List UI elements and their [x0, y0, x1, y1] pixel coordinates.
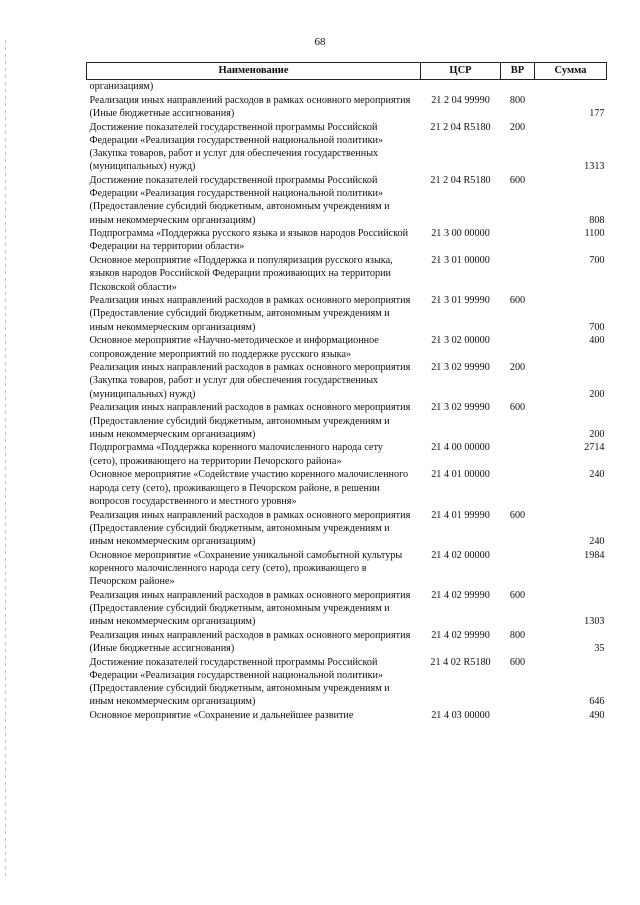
- row-name: Достижение показателей государственной программы Российской Федерации «Реализация государственной национальной политики» (Закупка товаров, работ и услуг для обеспечения государственных (муниципальных) нужд): [89, 121, 384, 173]
- table-row: [87, 549, 607, 589]
- row-csr: 21 4 02 99990: [431, 589, 490, 601]
- table-row: [87, 94, 607, 121]
- row-csr: 21 3 00 00000: [431, 228, 490, 240]
- row-vr: [501, 468, 535, 508]
- row-vr: 600: [509, 174, 526, 186]
- row-csr: 21 3 02 99990: [431, 362, 490, 374]
- row-name: Основное мероприятие «Поддержка и популяризация русского языка, языков народов Российской Федерации проживающих на территории Псковской области»: [89, 255, 393, 293]
- row-vr: [501, 441, 535, 468]
- row-csr: 21 2 04 R5180: [430, 174, 491, 186]
- row-sum: 400: [589, 335, 605, 347]
- row-csr: 21 4 00 00000: [431, 442, 490, 454]
- table-row: [87, 334, 607, 361]
- row-vr: 800: [509, 94, 526, 106]
- row-sum: 700: [589, 255, 605, 267]
- table-header-row: [87, 63, 607, 80]
- row-sum: 490: [589, 710, 605, 722]
- row-name: Реализация иных направлений расходов в рамках основного мероприятия (Иные бюджетные ассигнования): [89, 94, 411, 119]
- row-csr: 21 2 04 R5180: [430, 121, 491, 133]
- page-edge-rule: [5, 40, 6, 880]
- table-row: [87, 629, 607, 656]
- row-csr: 21 4 01 99990: [431, 509, 490, 521]
- row-csr: 21 2 04 99990: [431, 94, 490, 106]
- row-sum: 35: [594, 643, 605, 655]
- table-row: [87, 709, 607, 723]
- row-vr: 600: [509, 656, 526, 668]
- row-name: Достижение показателей государственной программы Российской Федерации «Реализация государственной национальной политики» (Предоставление субсидий бюджетным, автономным учреждениям и иным некоммерческим организациям): [89, 174, 390, 226]
- row-sum: 177: [589, 107, 605, 119]
- table-row: [87, 294, 607, 334]
- table-row: [87, 254, 607, 294]
- row-vr: 600: [509, 402, 526, 414]
- table-row: [87, 468, 607, 508]
- row-vr: 600: [509, 295, 526, 307]
- table-row: [87, 174, 607, 227]
- row-vr: 600: [509, 589, 526, 601]
- budget-table: [86, 62, 607, 723]
- header-name: Наименование: [87, 63, 421, 80]
- row-name: Реализация иных направлений расходов в рамках основного мероприятия (Иные бюджетные ассигнования): [89, 629, 411, 655]
- row-csr: 21 3 01 99990: [431, 295, 490, 307]
- table-row: [87, 656, 607, 709]
- table-row: [87, 80, 607, 94]
- row-vr: 200: [509, 121, 526, 133]
- row-vr: [501, 80, 535, 94]
- row-sum: 200: [589, 388, 605, 400]
- row-sum: 240: [589, 535, 605, 547]
- row-sum: 808: [589, 214, 605, 226]
- header-csr: ЦСР: [421, 63, 501, 80]
- row-csr: 21 4 02 00000: [431, 549, 490, 561]
- table-row: [87, 401, 607, 441]
- row-csr: 21 4 02 99990: [431, 629, 490, 641]
- table-row: [87, 441, 607, 468]
- row-name: Достижение показателей государственной программы Российской Федерации «Реализация государственной национальной политики» (Предоставление субсидий бюджетным, автономным учреждениям и иным некоммерческим организациям): [89, 656, 390, 708]
- row-vr: [501, 549, 535, 589]
- row-name: Реализация иных направлений расходов в рамках основного мероприятия (Предоставление субсидий бюджетным, автономным учреждениям и иным некоммерческим организациям): [89, 509, 411, 547]
- table-row: [87, 589, 607, 629]
- row-sum: 1313: [584, 161, 605, 173]
- row-sum: 240: [589, 469, 605, 481]
- row-name: Основное мероприятие «Научно-методическое и информационное сопровождение мероприятий по поддержке русского языка»: [89, 335, 379, 360]
- row-sum: 1984: [584, 549, 605, 561]
- row-name: Основное мероприятие «Сохранение и дальнейшее развитие: [89, 710, 354, 722]
- header-sum: Сумма: [535, 63, 607, 80]
- row-csr: 21 4 03 00000: [431, 710, 490, 722]
- row-csr: 21 3 01 00000: [431, 255, 490, 267]
- row-name: Подпрограмма «Поддержка коренного малочисленного народа сету (сето), проживающего на территории Печорского района»: [89, 442, 383, 467]
- row-vr: [501, 334, 535, 361]
- row-sum: 1303: [584, 616, 605, 628]
- table-row: [87, 361, 607, 401]
- table-row: [87, 227, 607, 254]
- table-row: [87, 509, 607, 549]
- row-name: Подпрограмма «Поддержка русского языка и языков народов Российской Федерации на территории области»: [89, 228, 409, 253]
- table-body: [87, 80, 607, 723]
- row-vr: [501, 709, 535, 723]
- row-sum: 2714: [584, 442, 605, 454]
- row-csr: 21 3 02 99990: [431, 402, 490, 414]
- row-name: Основное мероприятие «Сохранение уникальной самобытной культуры коренного малочисленного народа сету (сето), проживающего в Печорском районе»: [89, 549, 403, 588]
- table-row: [87, 121, 607, 174]
- row-csr: [421, 80, 501, 94]
- header-vr: ВР: [501, 63, 535, 80]
- row-sum: [535, 80, 607, 94]
- row-sum: 1100: [584, 228, 605, 240]
- row-name: Реализация иных направлений расходов в рамках основного мероприятия (Предоставление субсидий бюджетным, автономным учреждениям и иным некоммерческим организациям): [89, 295, 411, 333]
- row-name: Реализация иных направлений расходов в рамках основного мероприятия (Закупка товаров, работ и услуг для обеспечения государственных (муниципальных) нужд): [89, 362, 411, 400]
- row-vr: 600: [509, 509, 526, 521]
- row-sum: 646: [589, 696, 605, 708]
- row-name: Реализация иных направлений расходов в рамках основного мероприятия (Предоставление субсидий бюджетным, автономным учреждениям и иным некоммерческим организациям): [89, 402, 411, 440]
- row-name: Основное мероприятие «Содействие участию коренного малочисленного народа сету (сето), проживающего в Печорском районе, в решении вопросов государственного и местного уровня»: [89, 469, 409, 507]
- row-vr: 800: [509, 629, 526, 641]
- row-name: Реализация иных направлений расходов в рамках основного мероприятия (Предоставление субсидий бюджетным, автономным учреждениям и иным некоммерческим организациям): [89, 589, 411, 628]
- row-name: организациям): [89, 81, 154, 92]
- row-vr: [501, 227, 535, 254]
- row-csr: 21 4 01 00000: [431, 469, 490, 481]
- row-sum: 200: [589, 428, 605, 440]
- row-sum: 700: [589, 321, 605, 333]
- row-vr: 200: [509, 362, 526, 374]
- page-number: 68: [314, 36, 326, 48]
- row-vr: [501, 254, 535, 294]
- row-csr: 21 3 02 00000: [431, 335, 490, 347]
- row-csr: 21 4 02 R5180: [430, 656, 491, 668]
